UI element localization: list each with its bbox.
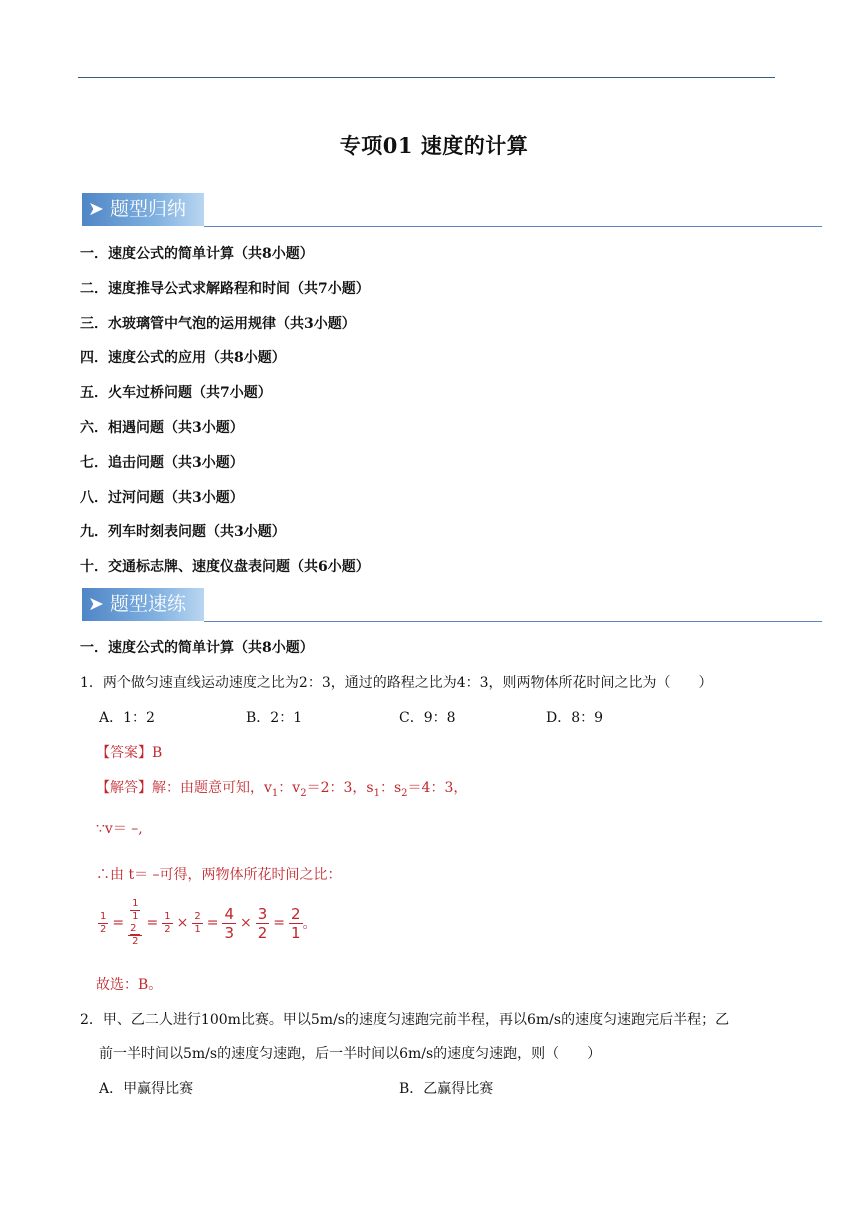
banner-label: ➤ 题型速练	[82, 588, 204, 621]
question-2-option-a: A．甲赢得比赛	[99, 1081, 194, 1097]
analysis-text: 解：由题意可知，v	[152, 780, 272, 796]
analysis-text: ＝4：3，	[407, 780, 468, 796]
subscript: 1	[373, 787, 380, 799]
denominator: 2	[164, 923, 171, 935]
toc-item: 二．速度推导公式求解路程和时间（共7小题）	[80, 281, 370, 297]
section-banner-practice	[82, 588, 822, 622]
fraction	[98, 911, 108, 936]
banner-label: ➤ 题型归纳	[82, 193, 204, 226]
denominator: 3	[224, 923, 234, 942]
fraction	[162, 911, 172, 936]
analysis-text: ：v	[278, 780, 301, 796]
subscript: 1	[271, 787, 279, 799]
toc-item: 三．水玻璃管中气泡的运用规律（共3小题）	[80, 316, 356, 332]
toc-item: 四．速度公式的应用（共8小题）	[80, 350, 286, 366]
because-line: ∵v＝ –,	[96, 821, 143, 837]
subscript: 2	[300, 787, 307, 799]
header-rule	[78, 77, 775, 78]
numerator: 1	[164, 910, 171, 922]
times-sign: ×	[176, 915, 189, 931]
question-2-line-1: 2．甲、乙二人进行100m比赛。甲以5m/s的速度匀速跑完前半程，再以6m/s的速度匀速跑完后半程；乙	[80, 1012, 730, 1028]
subscript: 2	[401, 787, 408, 799]
numerator: 3	[257, 904, 268, 923]
analysis-label: 【解答】	[96, 780, 152, 796]
toc-item: 十．交通标志牌、速度仪盘表问题（共6小题）	[80, 559, 370, 575]
nested-value: 2	[130, 923, 140, 935]
question-2-line-2: 前一半时间以5m/s的速度匀速跑，后一半时间以6m/s的速度匀速跑，则（ ）	[99, 1046, 602, 1062]
equals-sign: =	[206, 915, 219, 931]
fraction	[192, 911, 202, 936]
analysis-text: ＝2：3，s	[306, 780, 374, 796]
fraction	[256, 905, 270, 942]
numerator	[128, 898, 142, 936]
toc-item: 六．相遇问题（共3小题）	[80, 420, 244, 436]
fraction	[289, 905, 303, 942]
banner-underline	[204, 226, 822, 227]
section-title: 一．速度公式的简单计算（共8小题）	[80, 640, 314, 656]
equals-sign: =	[146, 915, 159, 931]
fraction	[130, 898, 140, 923]
document-title: 专项01 速度的计算	[339, 133, 529, 158]
ratio-formula	[98, 898, 317, 948]
denominator: 2	[100, 923, 107, 935]
banner-underline	[204, 621, 822, 622]
question-1-option-c: C．9：8	[399, 710, 456, 726]
numerator: 1	[100, 910, 107, 922]
denominator: 2	[257, 923, 268, 942]
conclusion-line: 故选：B。	[96, 977, 163, 993]
question-1-option-d: D．8：9	[546, 710, 604, 726]
numerator: 2	[194, 910, 201, 922]
question-1-option-a: A．1：2	[99, 710, 155, 726]
times-sign: ×	[239, 915, 252, 931]
period: 。	[302, 916, 317, 932]
analysis-text: ：s	[379, 780, 402, 796]
toc-item: 九．列车时刻表问题（共3小题）	[80, 524, 286, 540]
toc-item: 一．速度公式的简单计算（共8小题）	[80, 246, 314, 262]
numerator: 1	[132, 898, 139, 909]
denominator: 1	[291, 923, 301, 942]
question-1-option-b: B．2：1	[246, 710, 303, 726]
denominator: 1	[132, 911, 139, 922]
equals-sign: =	[112, 915, 125, 931]
toc-item: 七．追击问题（共3小题）	[80, 455, 244, 471]
compound-fraction	[128, 898, 142, 948]
analysis-line	[96, 777, 467, 799]
question-2-option-b: B．乙赢得比赛	[399, 1081, 494, 1097]
section-banner-summary	[82, 193, 822, 227]
denominator: 2	[132, 936, 139, 947]
therefore-line: ∴由 t＝ –可得，两物体所花时间之比：	[96, 867, 342, 883]
answer-line: 【答案】B	[96, 745, 163, 761]
numerator: 2	[291, 904, 301, 923]
toc-item: 八．过河问题（共3小题）	[80, 490, 244, 506]
question-1-text: 1．两个做匀速直线运动速度之比为2：3，通过的路程之比为4：3，则两物体所花时间之比为（ ）	[80, 675, 713, 691]
equals-sign: =	[273, 915, 285, 931]
numerator: 4	[224, 904, 234, 923]
denominator: 1	[194, 923, 201, 935]
fraction	[222, 905, 236, 942]
toc-item: 五．火车过桥问题（共7小题）	[80, 385, 272, 401]
